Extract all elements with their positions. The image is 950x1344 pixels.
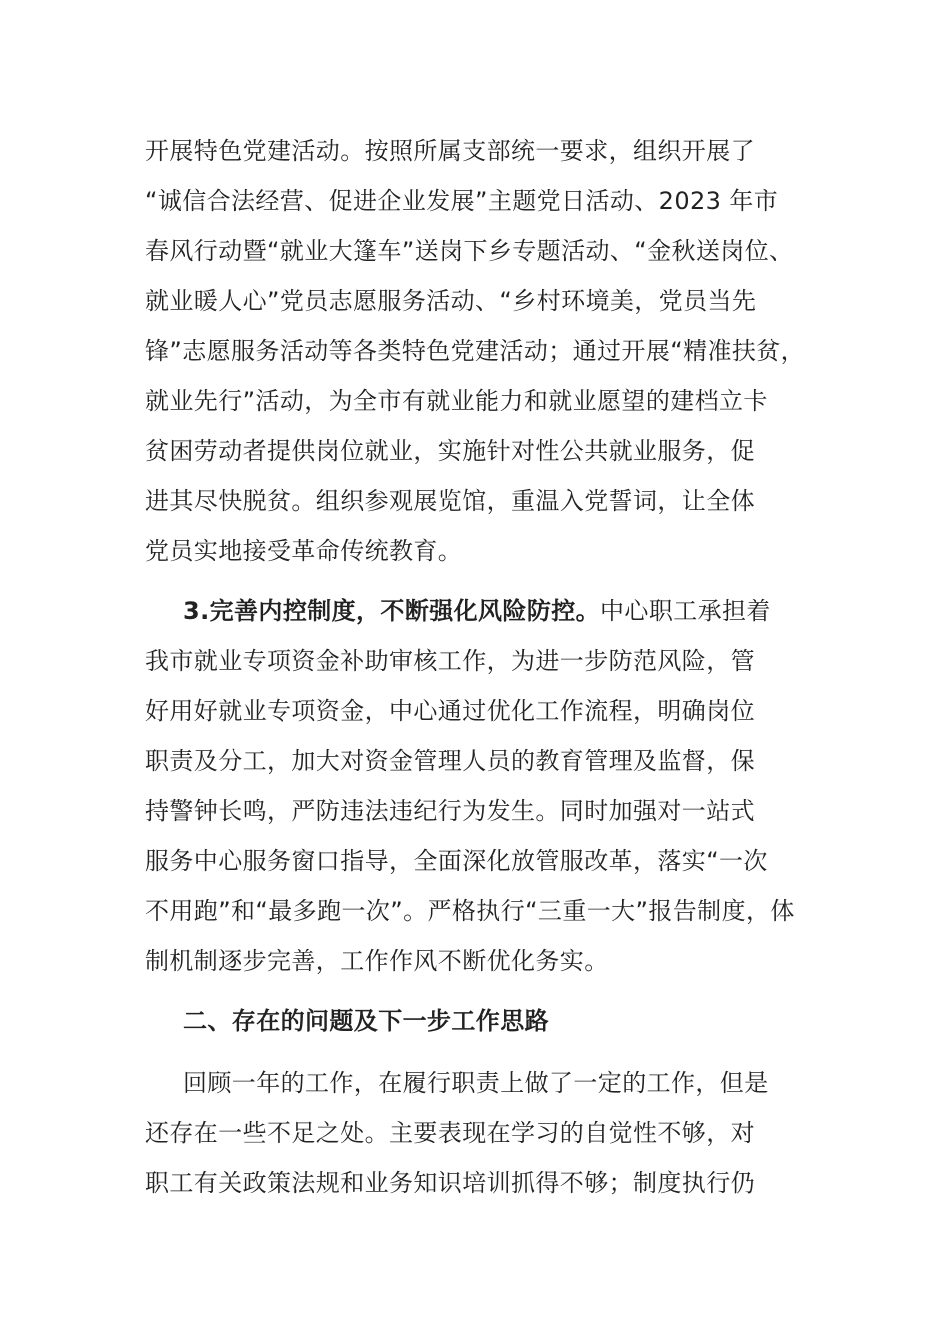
paragraph-line: 就业暖人心”党员志愿服务活动、“乡村环境美，党员当先 (145, 287, 757, 315)
section-heading: 二、存在的问题及下一步工作思路 (183, 1007, 549, 1035)
paragraph-line: 制机制逐步完善，工作作风不断优化务实。 (145, 947, 609, 975)
paragraph-line: 职责及分工，加大对资金管理人员的教育管理及监督，保 (145, 747, 755, 775)
paragraph-line: 锋”志愿服务活动等各类特色党建活动；通过开展“精准扶贫， (145, 337, 806, 365)
paragraph-line: 还存在一些不足之处。主要表现在学习的自觉性不够，对 (145, 1119, 755, 1147)
paragraph-line: 我市就业专项资金补助审核工作，为进一步防范风险，管 (145, 647, 755, 675)
paragraph-line (183, 586, 873, 636)
paragraph-line: 服务中心服务窗口指导，全面深化放管服改革，落实“一次 (145, 847, 768, 875)
paragraph-line: “诚信合法经营、促进企业发展”主题党日活动、2023 年市 (145, 187, 779, 215)
paragraph-line: 就业先行”活动，为全市有就业能力和就业愿望的建档立卡 (145, 387, 768, 415)
paragraph-line: 好用好就业专项资金，中心通过优化工作流程，明确岗位 (145, 697, 755, 725)
paragraph-line: 开展特色党建活动。按照所属支部统一要求，组织开展了 (145, 137, 755, 165)
subheading: 3.完善内控制度，不断强化风险防控。 (183, 597, 601, 625)
paragraph-line: 春风行动暨“就业大篷车”送岗下乡专题活动、“金秋送岗位、 (145, 237, 794, 265)
paragraph-line: 党员实地接受革命传统教育。 (145, 537, 463, 565)
paragraph-line: 进其尽快脱贫。组织参观展览馆，重温入党誓词，让全体 (145, 487, 755, 515)
paragraph-line: 贫困劳动者提供岗位就业，实施针对性公共就业服务，促 (145, 437, 755, 465)
paragraph-line: 回顾一年的工作，在履行职责上做了一定的工作，但是 (183, 1069, 769, 1097)
paragraph-line: 不用跑”和“最多跑一次”。严格执行“三重一大”报告制度，体 (145, 897, 795, 925)
paragraph-text: 中心职工承担着 (600, 597, 771, 625)
paragraph-line: 持警钟长鸣，严防违法违纪行为发生。同时加强对一站式 (145, 797, 755, 825)
paragraph-line: 职工有关政策法规和业务知识培训抓得不够；制度执行仍 (145, 1169, 755, 1197)
